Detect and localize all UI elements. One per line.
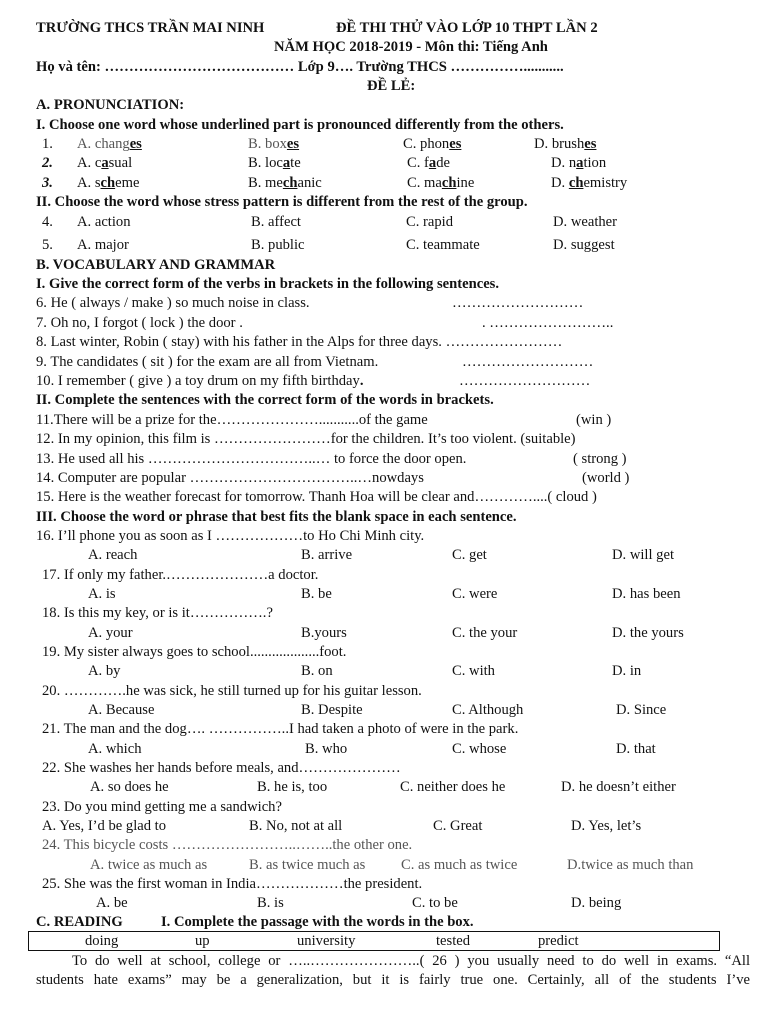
q16-option-a: A. reach <box>88 547 138 563</box>
q2-option-d: D. nation <box>551 155 607 171</box>
q1-option-d: D. brushes <box>534 136 597 152</box>
section-c-title: C. READING <box>36 914 123 930</box>
q3-number: 3. <box>42 175 53 191</box>
q15-text: 15. Here is the weather forecast for tomorrow. Thanh Hoa will be clear and…………....( cloud ) <box>36 489 597 505</box>
q25-option-c: C. to be <box>412 895 458 911</box>
q21-question: 21. The man and the dog…. ……………..I had taken a photo of were in the park. <box>42 721 519 737</box>
q19-option-c: C. with <box>452 663 495 679</box>
q14-word: (world ) <box>582 470 630 486</box>
section-b-part1: I. Give the correct form of the verbs in brackets in the following sentences. <box>36 276 499 292</box>
q21-option-d: D. that <box>616 741 656 757</box>
q2-option-a: A. casual <box>77 155 133 171</box>
word-box <box>28 931 720 951</box>
word-box-item: university <box>297 933 356 949</box>
section-a-title: A. PRONUNCIATION: <box>36 97 185 113</box>
q22-option-c: C. neither does he <box>400 779 506 795</box>
q7-text: 7. Oh no, I forgot ( lock ) the door . <box>36 315 243 331</box>
q4-option-c: C. rapid <box>406 214 454 230</box>
exam-code: ĐỀ LẺ: <box>367 78 416 94</box>
section-c-part1: I. Complete the passage with the words in the box. <box>161 914 474 930</box>
q16-option-d: D. will get <box>612 547 675 563</box>
q6-text: 6. He ( always / make ) so much noise in class. <box>36 295 310 311</box>
q19-option-a: A. by <box>88 663 121 679</box>
q5-option-c: C. teammate <box>406 237 480 253</box>
q13-text: 13. He used all his ……………………………..… to force the door open. <box>36 451 467 467</box>
exam-year: NĂM HỌC 2018-2019 - Môn thi: Tiếng Anh <box>274 39 548 55</box>
q25-question: 25. She was the first woman in India………………the president. <box>42 876 423 892</box>
q5-option-b: B. public <box>251 237 305 253</box>
q3-option-b: B. mechanic <box>248 175 322 191</box>
q10-answer-blank: ……………………… <box>459 373 591 389</box>
q1-option-a: A. changes <box>77 136 142 152</box>
q20-option-c: C. Although <box>452 702 524 718</box>
q18-option-d: D. the yours <box>612 625 684 641</box>
q22-option-a: A. so does he <box>90 779 169 795</box>
section-b-part3: III. Choose the word or phrase that best fits the blank space in each sentence. <box>36 509 517 525</box>
q21-option-a: A. which <box>88 741 142 757</box>
q5-number: 5. <box>42 237 53 253</box>
q6-answer-blank: ……………………… <box>452 295 584 311</box>
q3-option-a: A. scheme <box>77 175 140 191</box>
q2-option-b: B. locate <box>248 155 301 171</box>
q24-option-a: A. twice as much as <box>90 857 208 873</box>
q25-option-d: D. being <box>571 895 622 911</box>
q17-question: 17. If only my father.…………………a doctor. <box>42 567 319 583</box>
q11-word: (win ) <box>576 412 612 428</box>
q4-option-b: B. affect <box>251 214 301 230</box>
q23-option-a: A. Yes, I’d be glad to <box>42 818 167 834</box>
q2-number: 2. <box>42 155 53 171</box>
q24-option-d: D.twice as much than <box>567 857 694 873</box>
q1-option-c: C. phones <box>403 136 462 152</box>
q23-option-c: C. Great <box>433 818 483 834</box>
q1-option-b: B. boxes <box>248 136 300 152</box>
q22-question: 22. She washes her hands before meals, and………………… <box>42 760 401 776</box>
q8-text: 8. Last winter, Robin ( stay) with his father in the Alps for three days. …………………… <box>36 334 563 350</box>
q18-option-c: C. the your <box>452 625 518 641</box>
section-b-part2: II. Complete the sentences with the correct form of the words in brackets. <box>36 392 494 408</box>
q19-question: 19. My sister always goes to school...................foot. <box>42 644 347 660</box>
q17-option-a: A. is <box>88 586 116 602</box>
exam-title: ĐỀ THI THỬ VÀO LỚP 10 THPT LẦN 2 <box>336 20 598 36</box>
q3-option-c: C. machine <box>407 175 475 191</box>
q20-question: 20. ………….he was sick, he still turned up for his guitar lesson. <box>42 683 422 699</box>
q12-text: 12. In my opinion, this film is ……………………for the children. It’s too violent. (suitable) <box>36 431 576 447</box>
q23-question: 23. Do you mind getting me a sandwich? <box>42 799 282 815</box>
q9-text: 9. The candidates ( sit ) for the exam are all from Vietnam. <box>36 354 379 370</box>
q3-option-d: D. chemistry <box>551 175 628 191</box>
q24-option-c: C. as much as twice <box>401 857 518 873</box>
q23-option-b: B. No, not at all <box>249 818 343 834</box>
q20-option-a: A. Because <box>88 702 155 718</box>
q17-option-c: C. were <box>452 586 498 602</box>
q18-question: 18. Is this my key, or is it…………….? <box>42 605 273 621</box>
reading-passage-line: To do well at school, college or …..…………………..( 26 ) you usually need to do well in exams. “All <box>72 953 750 969</box>
q24-question: 24. This bicycle costs ……………………..……..the other one. <box>42 837 413 853</box>
q2-option-c: C. fade <box>407 155 450 171</box>
q16-option-b: B. arrive <box>301 547 353 563</box>
section-a-part1: I. Choose one word whose underlined part is pronounced differently from the others. <box>36 117 564 133</box>
q20-option-d: D. Since <box>616 702 667 718</box>
q10-text: 10. I remember ( give ) a toy drum on my fifth birthday. <box>36 373 364 389</box>
q22-option-b: B. he is, too <box>257 779 328 795</box>
q17-option-d: D. has been <box>612 586 681 602</box>
section-b-title: B. VOCABULARY AND GRAMMAR <box>36 257 276 273</box>
q23-option-d: D. Yes, let’s <box>571 818 642 834</box>
q20-option-b: B. Despite <box>301 702 363 718</box>
q5-option-a: A. major <box>77 237 129 253</box>
word-box-item: up <box>195 933 210 949</box>
q19-option-b: B. on <box>301 663 333 679</box>
q1-number: 1. <box>42 136 53 152</box>
section-a-part2: II. Choose the word whose stress pattern is different from the rest of the group. <box>36 194 528 210</box>
q9-answer-blank: ……………………… <box>462 354 594 370</box>
q21-option-b: B. who <box>305 741 348 757</box>
q4-number: 4. <box>42 214 53 230</box>
word-box-item: doing <box>85 933 119 949</box>
q18-option-a: A. your <box>88 625 133 641</box>
q14-text: 14. Computer are popular ……………………………..…nowdays <box>36 470 424 486</box>
q24-option-b: B. as twice much as <box>249 857 366 873</box>
q22-option-d: D. he doesn’t either <box>561 779 676 795</box>
student-info-line: Họ và tên: ………………………………… Lớp 9…. Trường THCS ……………........... <box>36 59 564 75</box>
q25-option-a: A. be <box>96 895 128 911</box>
q4-option-d: D. weather <box>553 214 618 230</box>
q13-word: ( strong ) <box>573 451 627 467</box>
q16-question: 16. I’ll phone you as soon as I ………………to Ho Chi Minh city. <box>36 528 425 544</box>
reading-passage-line: students hate exams” may be a generalization, but it is fairly true one. Certainly, all of the students I’ve <box>36 972 750 988</box>
word-box-item: tested <box>436 933 471 949</box>
q16-option-c: C. get <box>452 547 487 563</box>
q11-text: 11.There will be a prize for the…………………...........of the game <box>36 412 428 428</box>
school-name: TRƯỜNG THCS TRẦN MAI NINH <box>36 20 265 36</box>
q21-option-c: C. whose <box>452 741 507 757</box>
q7-answer-blank: . …………………….. <box>482 315 614 331</box>
q18-option-b: B.yours <box>301 625 347 641</box>
q5-option-d: D. suggest <box>553 237 615 253</box>
q25-option-b: B. is <box>257 895 284 911</box>
q4-option-a: A. action <box>77 214 131 230</box>
word-box-item: predict <box>538 933 579 949</box>
q17-option-b: B. be <box>301 586 332 602</box>
q19-option-d: D. in <box>612 663 642 679</box>
